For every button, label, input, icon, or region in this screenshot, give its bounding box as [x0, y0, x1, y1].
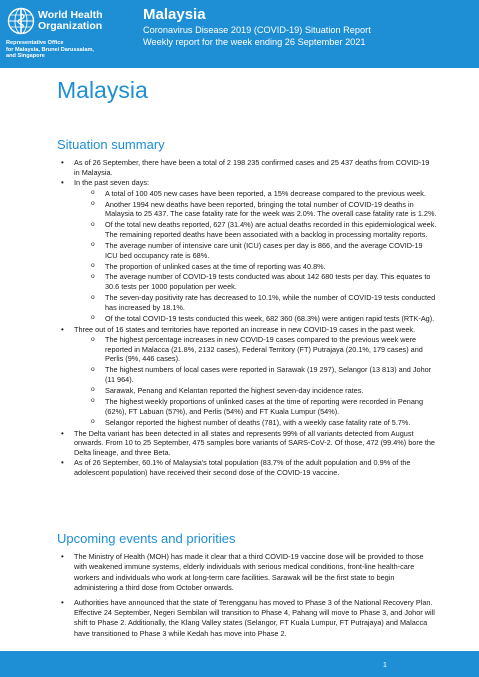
situation-summary-list	[57, 158, 437, 478]
week-subbullet: o The seven-day positivity rate has decreased to 10.1%, while the number of COVID-19 tests conducted has increased by 18.1%.	[57, 293, 437, 312]
header-country: Malaysia	[143, 6, 206, 23]
states-subbullet: o The highest weekly proportions of unlinked cases at the time of reporting were recorded in Penang (62%), FT Labuan (57%), and Perlis (54%) and FT Kuala Lumpur (54%).	[57, 397, 437, 416]
events-bullet-recovery-plan: • Authorities have announced that the state of Terengganu has moved to Phase 3 of the National Recovery Plan. Effective 24 September, Negeri Sembilan will transition to Phase 4, Pahang will move to Phase 3, and Johor will shift to Phase 2. Additionally, the Klang Valley states (Selangor, FT Kuala Lumpur, FT Putrajaya) and Malacca have transitioned to Phase 3 while Kedah has move into Phase 2.	[57, 598, 437, 640]
who-logo	[6, 6, 136, 64]
office-line2: for Malaysia, Brunei Darussalam,	[6, 46, 94, 53]
states-subbullet: o The highest numbers of local cases were reported in Sarawak (19 297), Selangor (13 813) and Johor (11 964).	[57, 365, 437, 384]
week-subbullet: o The average number of intensive care unit (ICU) cases per day is 866, and the average COVID-19 ICU bed occupancy rate is 68%.	[57, 241, 437, 260]
office-line3: and Singapore	[6, 53, 45, 60]
summary-bullet-totals: • As of 26 September, there have been a total of 2 198 235 confirmed cases and 25 437 deaths from COVID-19 in Malaysia.	[57, 158, 437, 177]
office-line1: Representative Office	[6, 40, 64, 46]
upcoming-events-list	[57, 552, 437, 640]
week-subbullet: o Of the total new deaths reported, 627 (31.4%) are actual deaths recorded in this epidemiological week. The remaining reported deaths have been associated with a backlog in processing mortality reports.	[57, 220, 437, 239]
summary-bullet-vaccination: • As of 26 September, 60.1% of Malaysia's total population (83.7% of the adult population and 0.9% of the adolescent population) have received their second dose of the COVID-19 vaccine.	[57, 458, 437, 477]
states-subbullet: o Selangor reported the highest number of deaths (781), with a weekly case fatality rate of 5.7%.	[57, 418, 437, 428]
upcoming-events-heading: Upcoming events and priorities	[57, 531, 236, 546]
page-number: 1	[382, 660, 387, 669]
report-title: Coronavirus Disease 2019 (COVID-19) Situation Report	[143, 25, 371, 35]
summary-bullet-past-week: • In the past seven days:	[57, 178, 437, 188]
week-subbullet: o Of the total COVID-19 tests conducted this week, 682 360 (68.3%) were antigen rapid tests (RTK-Ag).	[57, 314, 437, 324]
week-subbullet: o The proportion of unlinked cases at the time of reporting was 40.8%.	[57, 262, 437, 272]
report-header	[143, 6, 473, 48]
summary-bullet-delta: • The Delta variant has been detected in all states and represents 99% of all variants detected from August onwards. From 10 to 25 September, 475 samples bore variants of SARS-CoV-2. Of those, 472 (99.4%) bore the Delta lineage, and three Beta.	[57, 429, 437, 458]
summary-bullet-states: • Three out of 16 states and territories have reported an increase in new COVID-19 cases in the past week.	[57, 325, 437, 335]
situation-summary-heading: Situation summary	[57, 137, 165, 152]
org-name	[38, 10, 138, 31]
who-emblem-icon	[6, 6, 36, 36]
header-banner	[0, 0, 479, 68]
week-subbullet: o The average number of COVID-19 tests conducted was about 142 680 tests per day. This equates to 30.6 tests per 1000 population per week.	[57, 272, 437, 291]
representative-office	[6, 40, 126, 60]
page-title: Malaysia	[57, 77, 148, 103]
events-bullet-third-dose: • The Ministry of Health (MOH) has made it clear that a third COVID-19 vaccine dose will be provided to those with weakened immune systems, elderly individuals with serious medical conditions, front-line health-care workers and individuals who work at long-term care facilities. Sarawak will be the first state to begin administering a third dose from October onwards.	[57, 552, 437, 594]
footer-bar	[0, 651, 479, 677]
week-subbullet: o Another 1994 new deaths have been reported, bringing the total number of COVID-19 deaths in Malaysia to 25 437. The case fatality rate for the week was 2.0%. The overall case fatality rate is 1.2%.	[57, 200, 437, 219]
states-subbullet: o Sarawak, Penang and Kelantan reported the highest seven-day incidence rates.	[57, 386, 437, 396]
report-subtitle: Weekly report for the week ending 26 September 2021	[143, 37, 366, 47]
week-subbullet: o A total of 100 405 new cases have been reported, a 15% decrease compared to the previous week.	[57, 189, 437, 199]
states-subbullet: o The highest percentage increases in new COVID-19 cases compared to the previous week were reported in Malacca (21.8%, 2132 cases), Federal Territory (FT) Putrajaya (20.1%, 179 cases) and Perlis (9%, 446 cases).	[57, 335, 437, 364]
org-name-line1: World Health	[38, 9, 103, 21]
org-name-line2: Organization	[38, 19, 103, 32]
